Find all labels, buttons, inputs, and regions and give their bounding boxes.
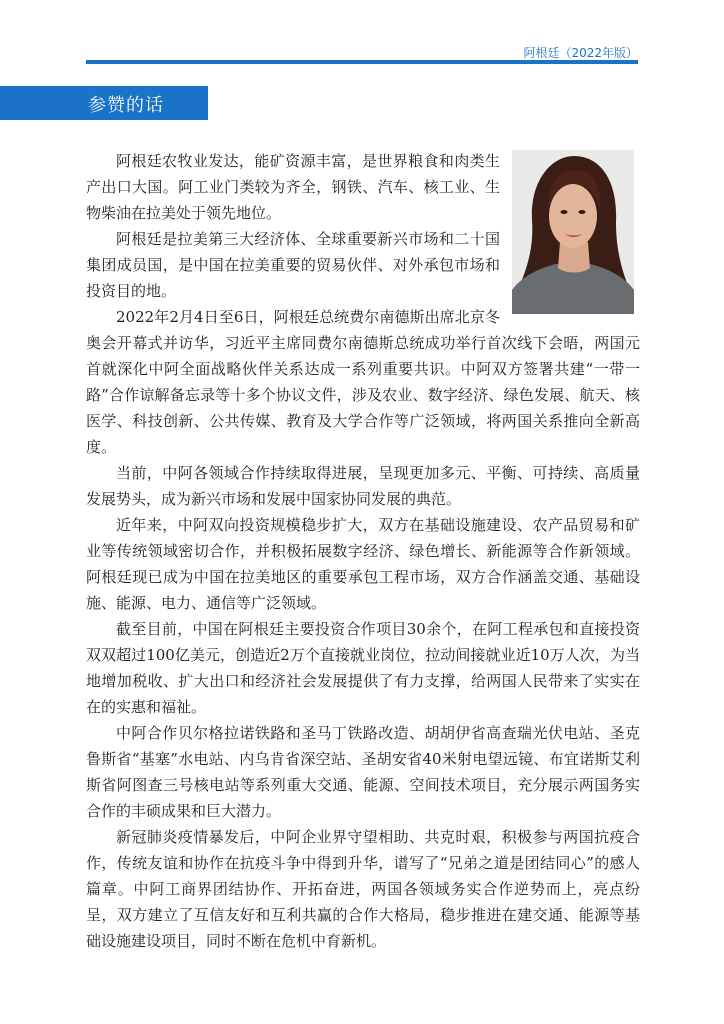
paragraph: 2022年2月4日至6日，阿根廷总统费尔南德斯出席北京冬奥会开幕式并访华，习近平主席同费尔南德斯总统成功举行首次线下会晤，两国元首就深化中阿全面战略伙伴关系达成一系列重要共识。中阿双方签署共建“一带一路”合作谅解备忘录等十多个协议文件，涉及农业、数字经济、绿色发展、航天、核医学、科技创新、公共传媒、教育及大学合作等广泛领域，将两国关系推向全新高度。 (86, 308, 640, 456)
paragraph: 截至目前，中国在阿根廷主要投资合作项目30余个，在阿工程承包和直接投资双双超过100亿美元，创造近2万个直接就业岗位，拉动间接就业近10万人次，为当地增加税收、扩大出口和经济社会发展提供了有力支撑，给两国人民带来了实实在在的实惠和福祉。 (86, 620, 640, 716)
paragraph: 阿根廷是拉美第三大经济体、全球重要新兴市场和二十国集团成员国，是中国在拉美重要的贸易伙伴、对外承包市场和投资目的地。 (86, 230, 500, 300)
paragraph: 中阿合作贝尔格拉诺铁路和圣马丁铁路改造、胡胡伊省高查瑞光伏电站、圣克鲁斯省“基塞”水电站、内乌肯省深空站、圣胡安省40米射电望远镜、布宜诺斯艾利斯省阿图查三号核电站等系列重大交通、能源、空间技术项目，充分展示两国务实合作的丰硕成果和巨大潜力。 (86, 724, 640, 820)
header-rule (86, 60, 638, 64)
article-body (86, 148, 640, 954)
paragraph: 新冠肺炎疫情暴发后，中阿企业界守望相助、共克时艰，积极参与两国抗疫合作，传统友谊和协作在抗疫斗争中得到升华，谱写了“兄弟之道是团结同心”的感人篇章。中阿工商界团结协作、开拓奋进，两国各领域务实合作逆势而上，亮点纷呈，双方建立了互信友好和互利共赢的合作大格局，稳步推进在建交通、能源等基础设施建设项目，同时不断在危机中育新机。 (86, 828, 640, 950)
running-header: 阿根廷（2022年版） (523, 46, 638, 60)
paragraph: 阿根廷农牧业发达，能矿资源丰富，是世界粮食和肉类生产出口大国。阿工业门类较为齐全，钢铁、汽车、核工业、生物柴油在拉美处于领先地位。 (86, 152, 500, 222)
paragraph: 近年来，中阿双向投资规模稳步扩大，双方在基础设施建设、农产品贸易和矿业等传统领域密切合作，并积极拓展数字经济、绿色增长、新能源等合作新领域。阿根廷现已成为中国在拉美地区的重要承包工程市场，双方合作涵盖交通、基础设施、能源、电力、通信等广泛领域。 (86, 516, 640, 612)
paragraph: 当前，中阿各领域合作持续取得进展，呈现更加多元、平衡、可持续、高质量发展势头，成为新兴市场和发展中国家协同发展的典范。 (86, 464, 640, 508)
section-title: 参赞的话 (88, 95, 164, 116)
